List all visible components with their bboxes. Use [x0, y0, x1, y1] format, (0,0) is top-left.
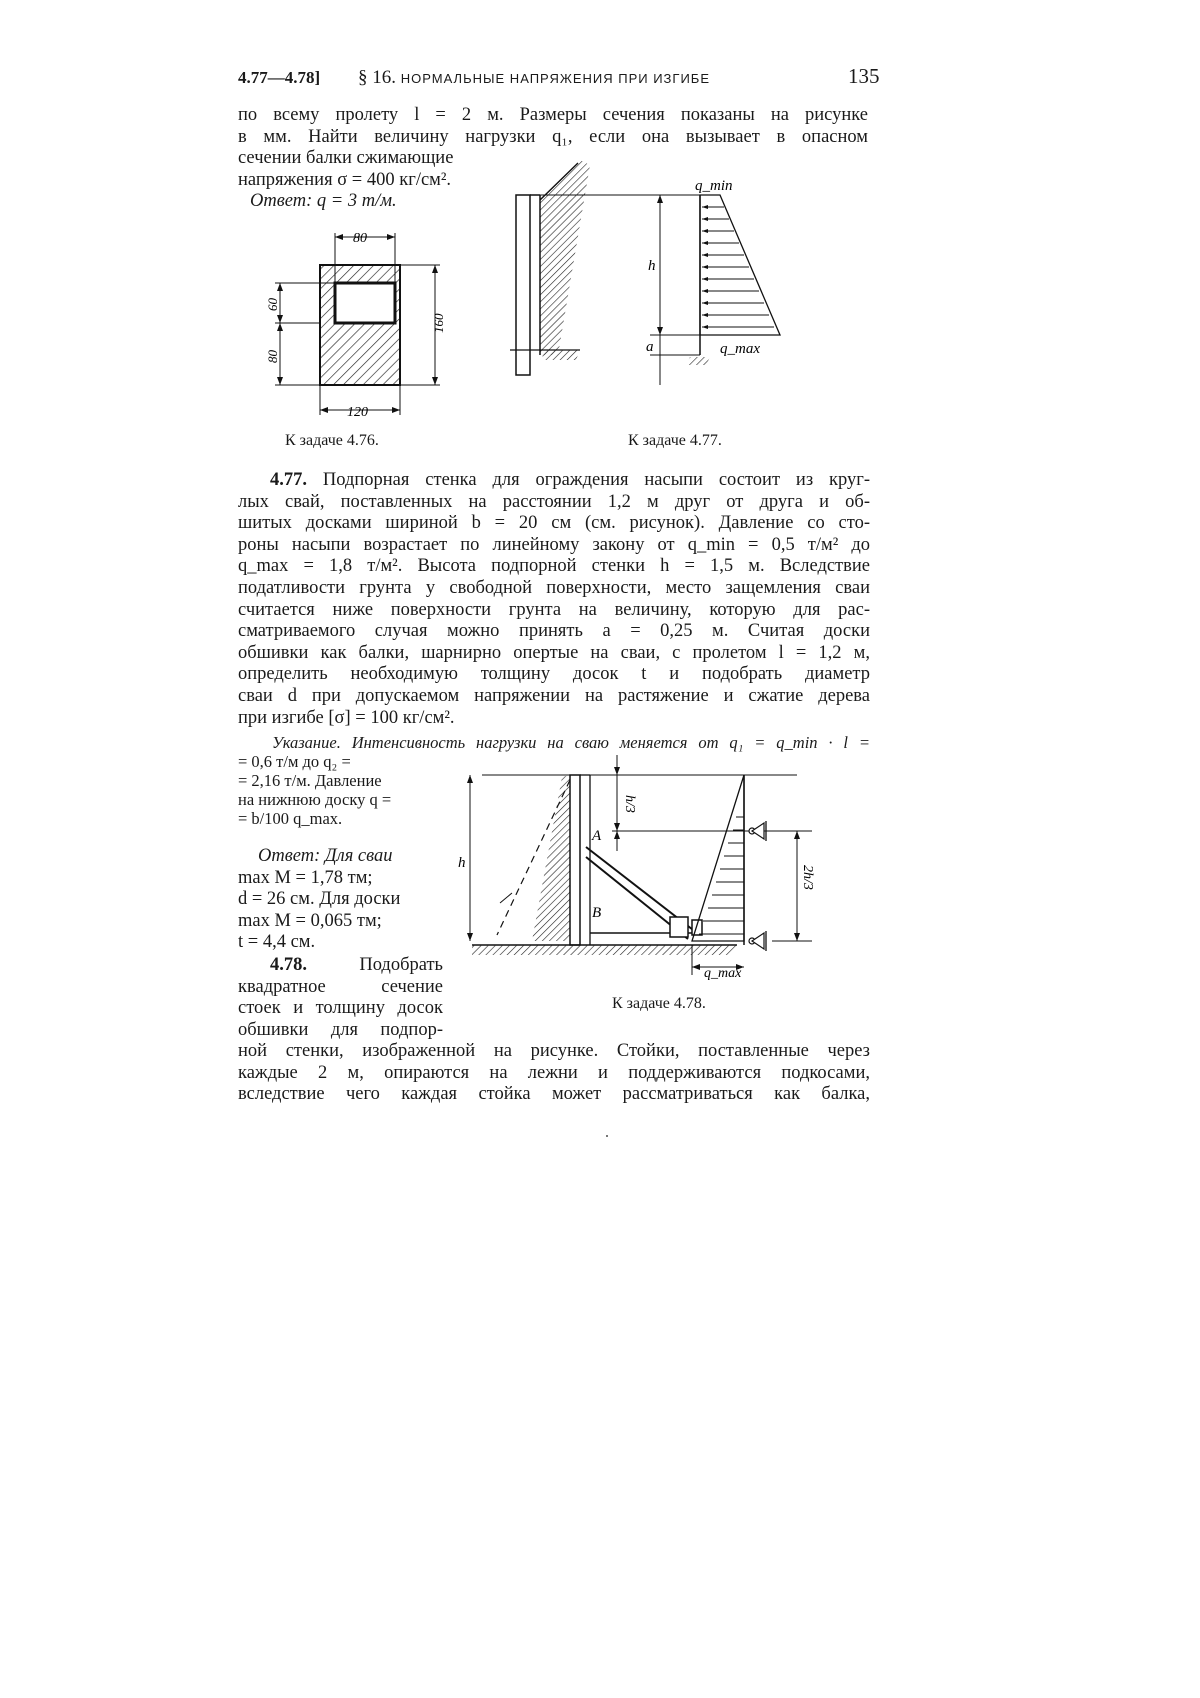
label-A: A [592, 828, 602, 844]
caption-4-78: К задаче 4.78. [612, 995, 706, 1012]
problem-4-77-line: сваи d при допускаемом напряжении на растяжение и сжатие дерева [238, 685, 870, 706]
text-line [238, 470, 870, 492]
problem-4-78-word: Подобрать [359, 955, 443, 975]
load-trapezoid [700, 195, 780, 335]
problem-number-4-77: 4.77. [270, 470, 307, 490]
problem-4-78-line: ной стенки, изображенной на рисунке. Стойки, поставленные через [238, 1041, 870, 1061]
dim-bottom: 120 [347, 405, 368, 420]
text-line [238, 955, 443, 977]
load-triangle [692, 775, 744, 941]
label-h3: h/3 [622, 795, 637, 813]
ground [472, 945, 737, 955]
dim-right: 160 [431, 313, 446, 333]
load-arrows-478 [699, 817, 744, 934]
text-line: сечении балки сжимающие [238, 148, 454, 168]
dim-top: 80 [353, 231, 367, 246]
problem-4-77-line: роны насыпи возрастает по линейному закону от q_min = 0,5 т/м² до [238, 534, 870, 555]
hint-line: = 2,16 т/м. Давление [238, 771, 382, 790]
dim-left-lower: 80 [265, 350, 280, 363]
figure-4-77 [510, 155, 840, 425]
figure-4-76 [265, 225, 455, 425]
problem-4-77-line: считается ниже поверхности грунта на величину, которую для рас- [238, 599, 870, 620]
label-2h3: 2h/3 [800, 865, 815, 890]
dim-left-upper: 60 [265, 298, 280, 311]
problem-4-77-line: Подпорная стенка для ограждения насыпи состоит из круг- [322, 470, 870, 490]
problem-4-77-line: сматриваемого случая можно принять a = 0,25 м. Считая доски [238, 621, 870, 642]
problem-4-78-line: обшивки для подпор- [238, 1019, 443, 1040]
problem-4-77-line: q_max = 1,8 т/м². Высота подпорной стенки h = 1,5 м. Вследствие [238, 556, 870, 577]
caption-4-76: К задаче 4.76. [285, 432, 379, 449]
scan-speck [606, 1135, 608, 1137]
text-line: в мм. Найти величину нагрузки q₁, если она вызывает в опасном [238, 126, 868, 147]
problem-4-77-line: обшивки как балки, шарнирно опертые на сваи, с пролетом l = 1,2 м, [238, 642, 870, 663]
hint-line: = b/100 q_max. [238, 809, 343, 828]
caption-4-77: К задаче 4.77. [628, 432, 722, 449]
label-a: a [646, 339, 654, 355]
label-qmax-478: q_max [704, 966, 742, 980]
problem-4-77-text [238, 470, 870, 729]
problem-4-77-line: лых свай, поставленных на расстоянии 1,2 м друг от друга и об- [238, 491, 870, 512]
answer-476: Ответ: q = 3 т/м. [250, 191, 397, 212]
embankment-soil [540, 160, 590, 355]
hint-line: = 0,6 т/м до q₂ = [238, 752, 351, 771]
problem-4-77-line: податливости грунта у свободной поверхности, место защемления сваи [238, 577, 870, 598]
answer-line: max M = 1,78 тм; [238, 867, 373, 888]
cross-section-hole [335, 283, 395, 323]
answer-line: d = 26 см. Для доски [238, 889, 401, 910]
intro-text [238, 105, 868, 148]
pile [516, 195, 530, 375]
hint-line: Указание. Интенсивность нагрузки на сваю меняется от q₁ = q_min · l = [272, 733, 870, 752]
problem-4-78-line: вследствие чего каждая стойка может рассматриваться как балка, [238, 1084, 870, 1105]
answer-line: Ответ: Для сваи [258, 846, 393, 866]
figure-4-78 [452, 755, 882, 980]
problem-number-4-78: 4.78. [270, 955, 307, 975]
problem-4-78-line: стоек и толщину досок [238, 998, 443, 1019]
load-arrows [702, 207, 774, 327]
running-head-section [358, 67, 710, 89]
soil-behind-wall [532, 775, 570, 941]
answer-line: max M = 0,065 тм; [238, 910, 382, 931]
answer-line: t = 4,4 см. [238, 932, 316, 953]
hint-line: на нижнюю доску q = [238, 790, 392, 809]
label-qmin: q_min [695, 178, 733, 194]
page-number: 135 [848, 64, 880, 88]
hint-first-line [272, 733, 870, 752]
running-head-problem-range: 4.77—4.78] [238, 68, 321, 87]
problem-4-78-narrow [238, 955, 443, 1041]
text-line: напряжения σ = 400 кг/см². [238, 169, 452, 190]
intro-text-narrow [238, 148, 503, 213]
problem-4-78-line: квадратное сечение [238, 976, 443, 997]
hint-narrow [238, 752, 443, 828]
problem-4-77-line: при изгибе [σ] = 100 кг/см². [238, 707, 455, 728]
answer-4-77 [238, 846, 443, 954]
problem-4-77-line: шитых досками шириной b = 20 см (см. рисунок). Давление со сто- [238, 513, 870, 534]
problem-4-78-line: каждые 2 м, опираются на лежни и поддерживаются подкосами, [238, 1062, 870, 1083]
label-h-left: h [458, 855, 466, 871]
problem-4-77-line: определить необходимую толщину досок t и подобрать диаметр [238, 664, 870, 685]
post [570, 775, 580, 945]
label-h: h [648, 258, 656, 274]
text-line: по всему пролету l = 2 м. Размеры сечения показаны на рисунке [238, 105, 868, 125]
section-number: § 16. [358, 67, 396, 88]
label-B: B [592, 905, 602, 921]
problem-4-78-wide [238, 1041, 870, 1106]
section-title: НОРМАЛЬНЫЕ НАПРЯЖЕНИЯ ПРИ ИЗГИБЕ [400, 71, 710, 86]
label-qmax: q_max [720, 341, 760, 357]
